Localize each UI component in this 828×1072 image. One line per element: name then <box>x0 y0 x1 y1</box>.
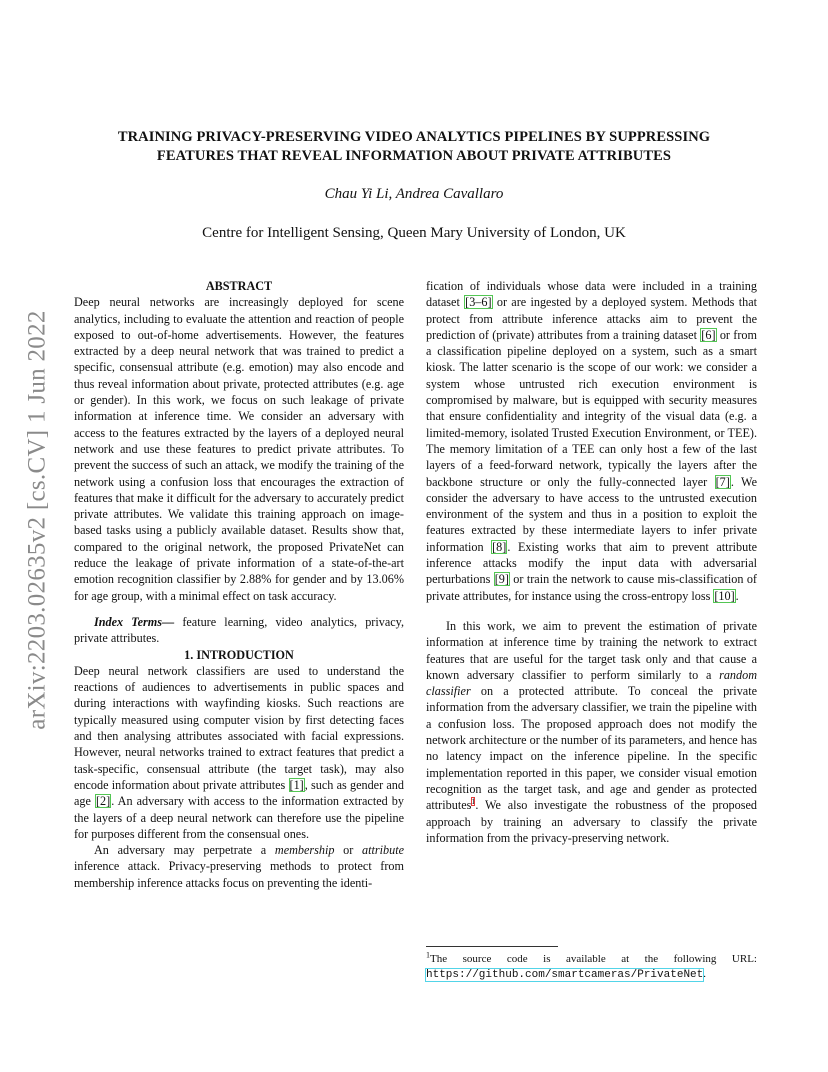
intro-p2-emph-membership: membership <box>274 843 335 858</box>
title-line-2: FEATURES THAT REVEAL INFORMATION ABOUT PRIVATE ATTRIBUTES <box>156 148 672 164</box>
footnote-link[interactable]: 1 <box>471 797 476 807</box>
arxiv-id-text: arXiv:2203.02635v2 [cs.CV] 1 Jun 2022 <box>24 310 51 730</box>
index-terms-text: feature learning, video analytics, privacy, private attributes. <box>74 614 404 646</box>
r1-text-a: fication of individuals whose data were included in a training dataset <box>426 279 757 310</box>
introduction-heading: 1. INTRODUCTION <box>184 647 294 662</box>
r1-text-f: or train the network to cause mis-classification of private attributes, for instance using the cross-entropy loss <box>426 572 757 603</box>
r1-text-g: . <box>735 588 739 603</box>
left-column <box>74 278 404 891</box>
arxiv-identifier <box>18 290 58 750</box>
intro-paragraph-1 <box>74 663 404 842</box>
citation-10[interactable]: [10] <box>714 588 735 603</box>
r2-emph-random-classifier: random classifier <box>426 667 757 699</box>
intro-paragraph-2-continued <box>426 278 757 604</box>
footnote <box>426 952 757 983</box>
intro-p2-text-b: or <box>334 843 363 858</box>
index-terms-label: Index Terms— <box>94 614 175 629</box>
r2-text-a: In this work, we aim to prevent the estimation of private information at inference time by training the network to extract features that are useful for the target task only and that cause a known adversary classifier to perform similarly to a <box>426 618 757 682</box>
r1-text-b: or are ingested by a deployed system. Methods that protect from attribute inference attacks aim to prevent the prediction of (private) attributes from a training dataset <box>426 295 757 342</box>
footnote-mark: 1 <box>426 950 430 960</box>
intro-p2-text-c: inference attack. Privacy-preserving methods to protect from membership inference attacks focus on preventing the identi- <box>74 859 404 890</box>
citation-7[interactable]: [7] <box>715 474 730 489</box>
citation-1[interactable]: [1] <box>289 777 304 792</box>
footnote-divider <box>426 946 558 947</box>
r2-text-b: on a protected attribute. To conceal the private information from the adversary classifier, we train the pipeline with a confusion loss. The proposed approach does not modify the network architecture or the number of its parameters, and hence has no latency impact on the inference pipeline. In the specific implementation reported in this paper, we consider visual emotion recognition as the target task, and age and gender as protected attributes <box>426 684 757 813</box>
intro-p2-emph-attribute: attribute <box>362 843 405 858</box>
r1-text-c: or from a classification pipeline deployed on a system, such as a smart kiosk. The latter scenario is the scope of our work: we consider a system whose untrusted rich execution environment is compromised by malware, but is equipped with security measures that ensure confidentiality and integrity of the visual data (e.g. a limited-memory, isolated Trusted Execution Environment, or TEE). The memory limitation of a TEE can only host a few of the last layers of a feed-forward network, typically the layers after the backbone structure or only the fully-connected layer <box>426 327 758 489</box>
intro-p2-text-a: An adversary may perpetrate a <box>94 843 275 858</box>
intro-p1-text-c: . An adversary with access to the information extracted by the layers of a deep neural network can therefore use the pipeline for purposes different from the consensual ones. <box>74 794 404 841</box>
authors: Chau Yi Li, Andrea Cavallaro <box>324 186 504 202</box>
citation-3-6[interactable]: [3–6] <box>465 295 492 310</box>
footnote-url-link[interactable]: https://github.com/smartcameras/PrivateNet <box>426 969 704 981</box>
right-column <box>426 278 757 846</box>
r2-text-c: . We also investigate the robustness of the proposed approach by training an adversary to classify the private information from the privacy-preserving network. <box>426 798 757 845</box>
intro-p1-text-a: Deep neural network classifiers are used to understand the reactions of audiences to advertisements in public spaces and during interactions with wayfinding kiosks. Such reactions are typically measured using computer vision by first detecting faces and then analysing attributes associated with facial expressions. However, neural networks trained to extract features that predict a task-specific, consensual attribute (the target task), may also encode information about private attributes <box>74 663 404 792</box>
abstract-text: Deep neural networks are increasingly deployed for scene analytics, including to evaluate the attention and reaction of people exposed to out-of-home advertisements. However, the features extracted by a deep neural network that was trained to predict a specific, consensual attribute (e.g. emotion) may also encode and thus reveal information about private, protected attributes (e.g. age or gender). In this work, we focus on such leakage of private information at inference time. We consider an adversary with access to the features extracted by the layers of a deployed neural network and use these features to predict private attributes. To prevent the success of such an attack, we modify the training of the network using a confusion loss that encourages the extraction of features that make it difficult for the adversary to accurately predict private attributes. We validate this training approach on image-based tasks using a publicly available dataset. Results show that, compared to the original network, the proposed PrivateNet can reduce the leakage of private information of a state-of-the-art emotion recognition classifier by 2.88% for gender and by 13.06% for age group, with a minimal effect on task accuracy. <box>74 295 404 603</box>
index-terms <box>74 614 404 647</box>
affiliation: Centre for Intelligent Sensing, Queen Mary University of London, UK <box>202 225 626 241</box>
r1-text-e: . Existing works that aim to prevent attribute inference attacks modify the input data with adversarial perturbations <box>426 539 757 587</box>
citation-6[interactable]: [6] <box>701 327 716 342</box>
citation-2[interactable]: [2] <box>95 794 111 809</box>
footnote-end: . <box>703 968 706 980</box>
title-line-1: TRAINING PRIVACY-PRESERVING VIDEO ANALYTICS PIPELINES BY SUPPRESSING <box>117 129 711 145</box>
intro-paragraph-2 <box>74 842 404 891</box>
paper-title <box>60 128 768 166</box>
citation-9[interactable]: [9] <box>494 572 509 587</box>
footnote-text: The source code is available at the following URL: <box>430 953 757 965</box>
intro-paragraph-3 <box>426 618 757 846</box>
citation-8[interactable]: [8] <box>492 539 507 554</box>
r1-text-d: . We consider the adversary to have access to the untrusted execution environment of the system and thus in a position to exploit the features extracted by these intermediate layers to infer private information <box>426 474 757 554</box>
intro-p1-text-b: , such as gender and age <box>74 777 404 809</box>
abstract-heading: ABSTRACT <box>205 279 273 293</box>
